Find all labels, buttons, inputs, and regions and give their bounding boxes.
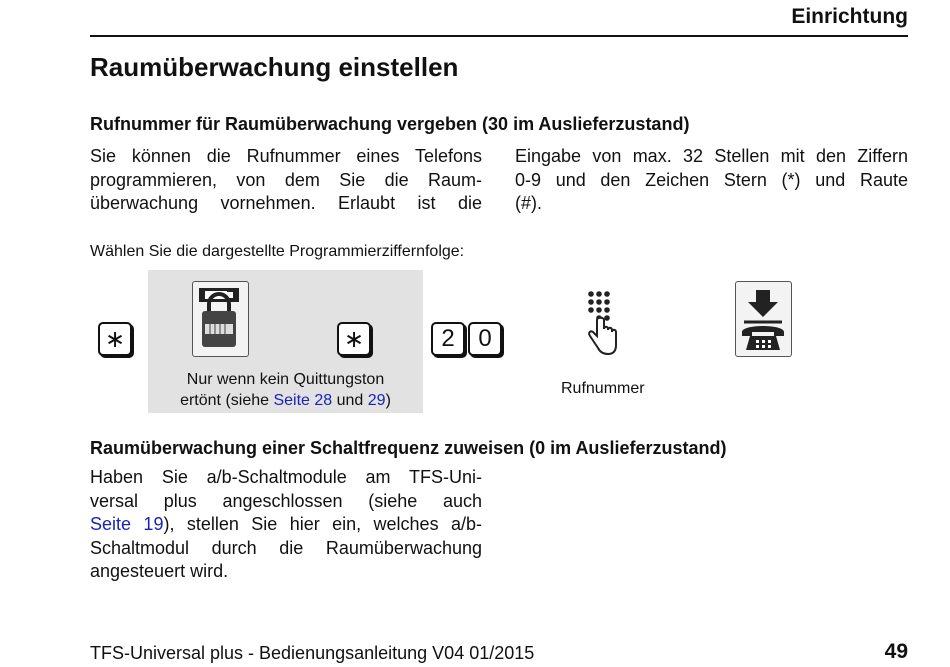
page-number: 49 xyxy=(884,640,908,663)
note-text: ertönt (siehe xyxy=(180,392,274,409)
paragraph-col1 xyxy=(90,145,482,216)
note-text: ) xyxy=(385,392,391,409)
page-title: Raumüberwachung einstellen xyxy=(90,52,459,82)
keypad-hand-icon xyxy=(585,290,619,358)
text-line: Eingabe von max. 32 Stellen mit den Ziffern xyxy=(515,146,908,166)
section-heading-rufnummer: Rufnummer für Raumüberwachung vergeben (30 im Auslieferzustand) xyxy=(90,114,690,134)
note-caption xyxy=(148,369,423,411)
digit-2-key: 2 xyxy=(431,322,465,356)
section-heading-schaltfrequenz: Raumüberwachung einer Schaltfrequenz zuweisen (0 im Auslieferzustand) xyxy=(90,438,727,458)
note-line xyxy=(148,390,423,411)
note-line: Nur wenn kein Quittungston xyxy=(186,371,385,388)
star-key: ∗ xyxy=(98,322,132,356)
text-line: programmieren, von dem Sie die Raum- xyxy=(90,169,482,190)
text-line: überwachung vornehmen. Erlaubt ist die xyxy=(90,193,482,213)
text-line xyxy=(90,513,482,537)
section-header: Einrichtung xyxy=(791,5,908,28)
paragraph-col2 xyxy=(515,145,908,216)
text-line: Sie können die Rufnummer eines Telefons xyxy=(90,146,482,166)
text-fragment: ), stellen Sie hier ein, welches a/b- xyxy=(163,514,482,534)
digit-0-key: 0 xyxy=(468,322,502,356)
text-line: versal plus angeschlossen (siehe auch xyxy=(90,490,482,511)
note-text: und xyxy=(332,392,368,409)
link-seite-29[interactable]: 29 xyxy=(367,392,386,409)
footer-doc-info: TFS-Universal plus - Bedienungsanleitung V04 01/2015 xyxy=(90,643,535,663)
lock-code-icon xyxy=(192,281,249,357)
text-line: angesteuert wird. xyxy=(90,561,229,581)
phone-save-icon xyxy=(735,281,792,357)
text-line: Haben Sie a/b-Schaltmodule am TFS-Uni- xyxy=(90,467,482,487)
header-divider xyxy=(90,35,908,37)
text-line: (#). xyxy=(515,193,542,213)
instruction-text: Wählen Sie die dargestellte Programmierziffernfolge: xyxy=(90,243,465,260)
text-line: 0-9 und den Zeichen Stern (*) und Raute xyxy=(515,169,908,190)
keypad-label: Rufnummer xyxy=(561,380,645,397)
paragraph-section2 xyxy=(90,466,482,584)
star-key: ∗ xyxy=(337,322,371,356)
link-seite-19[interactable]: Seite 19 xyxy=(90,514,164,534)
link-seite-28[interactable]: Seite 28 xyxy=(273,392,333,409)
text-line: Schaltmodul durch die Raumüberwachung xyxy=(90,537,482,558)
